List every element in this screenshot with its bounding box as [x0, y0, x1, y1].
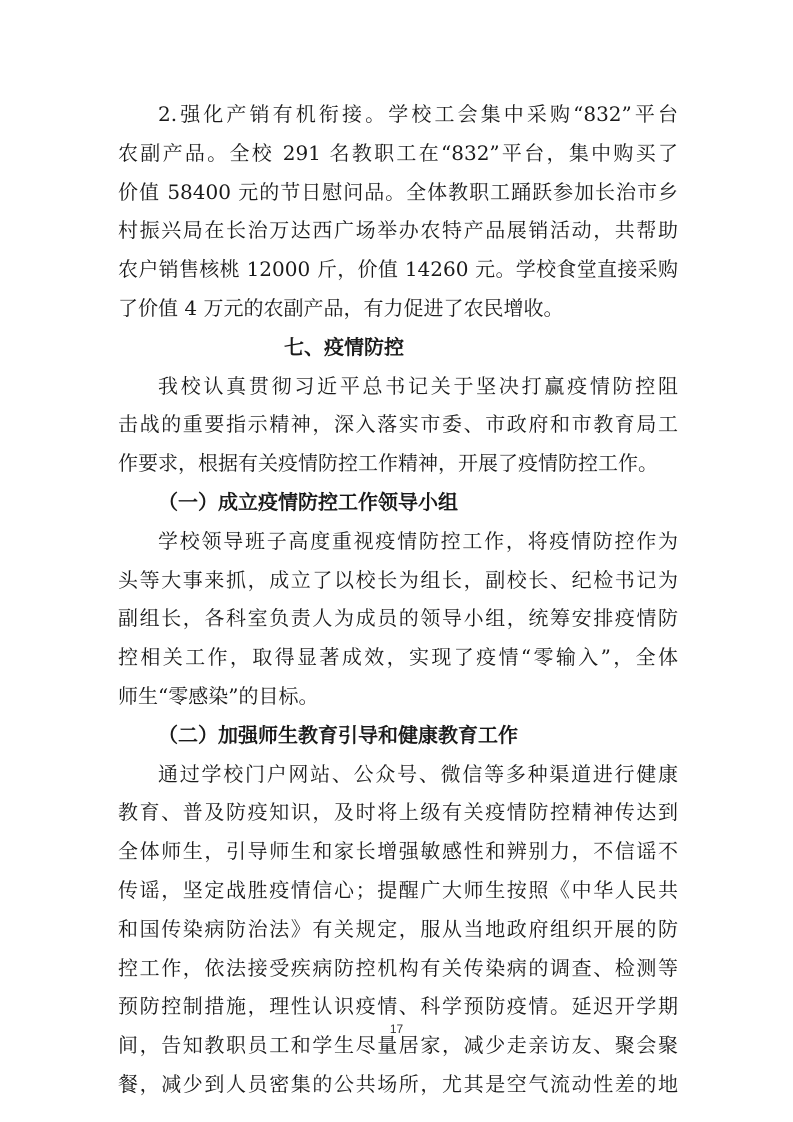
text-line: 价值 58400 元的节日慰问品。全体教职工踊跃参加长治市乡 — [118, 179, 678, 204]
text-line: 通过学校门户网站、公众号、微信等多种渠道进行健康 — [158, 761, 678, 786]
text-line: 控相关工作，取得显著成效，实现了疫情“零输入”，全体 — [118, 645, 678, 670]
text-line: 副组长，各科室负责人为成员的领导小组，统筹安排疫情防 — [118, 606, 678, 631]
paragraph-2 — [118, 367, 678, 483]
section-heading: 七、疫情防控 — [284, 334, 404, 359]
text-line: 村振兴局在长治万达西广场举办农特产品展销活动，共帮助 — [118, 218, 678, 243]
text-line: 师生“零感染”的目标。 — [118, 683, 319, 708]
document-body — [118, 95, 678, 1104]
text-line: 间，告知教职员工和学生尽量居家，减少走亲访友、聚会聚 — [118, 1033, 678, 1058]
text-line: 和国传染病防治法》有关规定，服从当地政府组织开展的防 — [118, 916, 678, 941]
text-line: 我校认真贯彻习近平总书记关于坚决打赢疫情防控阻 — [158, 373, 678, 398]
text-line: 学校领导班子高度重视疫情防控工作，将疫情防控作为 — [158, 528, 678, 553]
paragraph-4 — [118, 755, 678, 1104]
text-line: 农副产品。全校 291 名教职工在“832”平台，集中购买了 — [118, 140, 678, 165]
text-line: 预防控制措施，理性认识疫情、科学预防疫情。延迟开学期 — [118, 994, 678, 1019]
text-line: 全体师生，引导师生和家长增强敏感性和辨别力，不信谣不 — [118, 839, 678, 864]
text-line: 餐，减少到人员密集的公共场所，尤其是空气流动性差的地 — [118, 1071, 678, 1096]
text-line: 农户销售核桃 12000 斤，价值 14260 元。学校食堂直接采购 — [118, 257, 678, 282]
paragraph-1 — [118, 95, 678, 328]
text-line: 击战的重要指示精神，深入落实市委、市政府和市教育局工 — [118, 412, 678, 437]
text-line: 头等大事来抓，成立了以校长为组长，副校长、纪检书记为 — [118, 567, 678, 592]
text-line: 2.强化产销有机衔接。学校工会集中采购“832”平台 — [158, 102, 678, 126]
page-number: 17 — [389, 1022, 404, 1036]
text-line: 了价值 4 万元的农副产品，有力促进了农民增收。 — [118, 295, 564, 320]
subheading-2: （二）加强师生教育引导和健康教育工作 — [158, 722, 518, 747]
text-line: 教育、普及防疫知识，及时将上级有关疫情防控精神传达到 — [118, 800, 678, 825]
subheading-1: （一）成立疫情防控工作领导小组 — [158, 489, 458, 514]
text-line: 作要求，根据有关疫情防控工作精神，开展了疫情防控工作。 — [118, 451, 658, 476]
text-line: 控工作，依法接受疾病防控机构有关传染病的调查、检测等 — [118, 955, 678, 980]
text-line: 传谣，坚定战胜疫情信心；提醒广大师生按照《中华人民共 — [118, 877, 678, 902]
paragraph-3 — [118, 522, 678, 716]
